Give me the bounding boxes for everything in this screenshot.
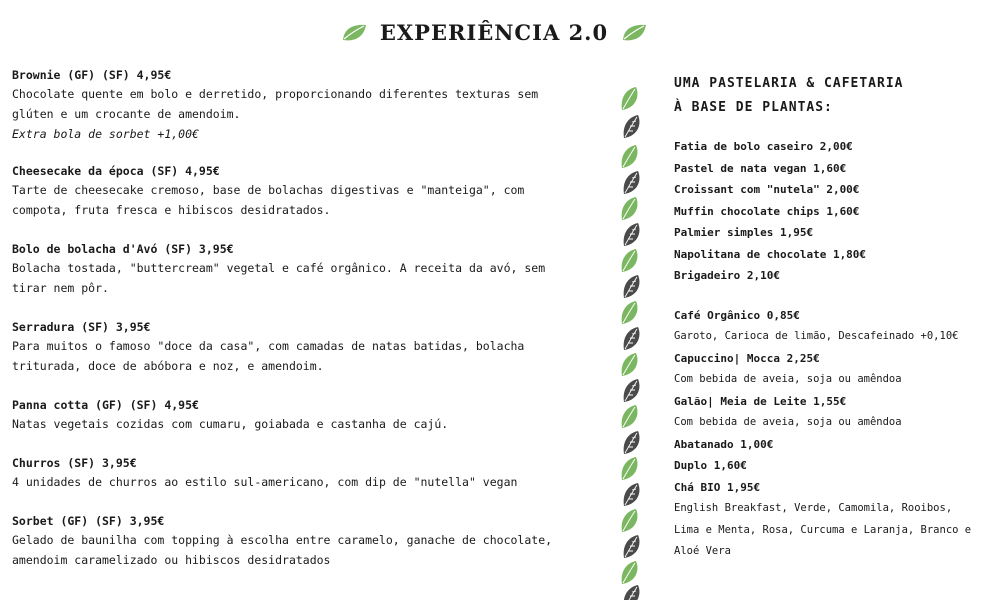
item-note: Garoto, Carioca de limão, Descafeinado +0,10€ [674,330,959,342]
item-note: Com bebida de aveia, soja ou amêndoa [674,416,902,428]
menu-item-panna-cotta [12,396,572,434]
item-title: Serradura (SF) 3,95€ [12,320,151,334]
list-item: Capuccino| Mocca 2,25€ [674,351,820,365]
desserts-list [12,66,572,570]
pastries-list [674,136,974,287]
item-description: Gelado de baunilha com topping à escolha entre caramelo, ganache de chocolate, amendoim caramelizado ou hibiscos desidratados [12,533,553,567]
item-title: Brownie (GF) (SF) 4,95€ [12,68,172,82]
menu-item-bolo-bolacha [12,240,572,298]
title-text: EXPERIÊNCIA 2.0 [379,20,609,45]
section-heading: UMA PASTELARIA & CAFETARIA [674,76,904,91]
item-title: Sorbet (GF) (SF) 3,95€ [12,514,165,528]
list-item: Palmier simples 1,95€ [674,226,814,239]
list-item: Napolitana de chocolate 1,80€ [674,247,867,261]
list-item: Pastel de nata vegan 1,60€ [674,161,847,175]
leaf-pattern-icon [612,86,644,600]
list-item: Brigadeiro 2,10€ [674,269,780,282]
list-item: Fatia de bolo caseiro 2,00€ [674,140,853,153]
item-title: Cheesecake da época (SF) 4,95€ [12,164,220,178]
item-note: Com bebida de aveia, soja ou amêndoa [674,373,902,385]
item-extra: Extra bola de sorbet +1,00€ [12,127,199,141]
list-item: Muffin chocolate chips 1,60€ [674,204,860,218]
item-title: Panna cotta (GF) (SF) 4,95€ [12,398,199,412]
list-item: Galão| Meia de Leite 1,55€ [674,394,847,408]
leaf-icon [340,22,368,44]
item-title: Churros (SF) 3,95€ [12,456,137,470]
menu-item-cheesecake [12,162,572,220]
item-note: English Breakfast, Verde, Camomila, Rooibos, Lima e Menta, Rosa, Curcuma e Laranja, Branco e Aloé Vera [674,502,972,557]
page-title [0,18,988,45]
leaf-divider [612,86,644,600]
pastry-cafe-list [674,72,974,563]
item-description: Tarte de cheesecake cremoso, base de bolachas digestivas e "manteiga", com compota, fruta fresca e hibiscos desidratados. [12,183,525,217]
item-description: Natas vegetais cozidas com cumaru, goiabada e castanha de cajú. [12,417,449,431]
item-title: Bolo de bolacha d'Avó (SF) 3,95€ [12,242,234,256]
item-description: 4 unidades de churros ao estilo sul-americano, com dip de "nutella" vegan [12,475,518,489]
leaf-icon [620,22,648,44]
menu-item-brownie [12,66,572,144]
menu-item-churros [12,454,572,492]
section-heading: À BASE DE PLANTAS: [674,100,833,115]
list-item: Duplo 1,60€ [674,459,747,472]
menu-item-sorbet [12,512,572,570]
list-item: Croissant com "nutela" 2,00€ [674,183,860,196]
list-item: Abatanado 1,00€ [674,437,774,451]
menu-item-serradura [12,318,572,376]
list-item: Café Orgânico 0,85€ [674,308,800,322]
coffee-list [674,305,974,563]
item-description: Para muitos o famoso "doce da casa", com camadas de natas batidas, bolacha triturada, doce de abóbora e noz, e amendoim. [12,339,525,373]
item-description: Bolacha tostada, "buttercream" vegetal e café orgânico. A receita da avó, sem tirar nem pôr. [12,261,546,295]
list-item: Chá BIO 1,95€ [674,480,761,494]
item-description: Chocolate quente em bolo e derretido, proporcionando diferentes texturas sem glúten e um crocante de amendoim. [12,87,539,121]
